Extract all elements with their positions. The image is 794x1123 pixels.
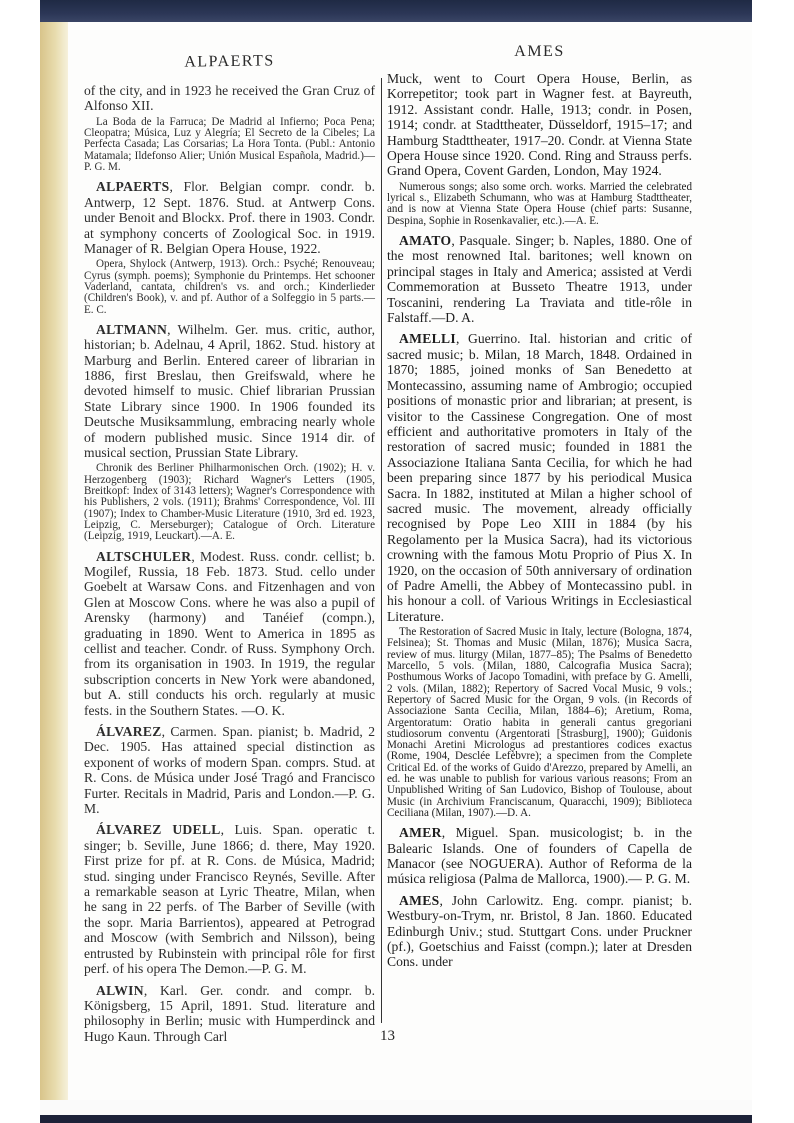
- entry-works: Chronik des Berliner Philharmonischen Orch. (1902); H. v. Herzogenberg (1903); Richard Wagner's Letters (1905, Breitkopf: Index of 3143 letters); Wagner's Correspondence with his Publishers, 2 vols. (1911); Brahms' Correspondence, Vol. III (1907); Index to Chamber-Music Literature (1910, 3rd ed. 1923, Leipzig, C. Merseburger); Catalogue of Orch. Literature (Leipzig, 1919, Leuckart).—A. E.: [84, 462, 375, 543]
- entry-body: Muck, went to Court Opera House, Berlin, as Korrepetitor; took part in Wagner fest. at Bayreuth, 1912. Assistant condr. Halle, 1913; condr. in Posen, 1914; condr. at Stadttheater, Düsseldorf, 1915–17; and Hamburg Stadttheater, 1917–20. Condr. at Vienna State Opera House since 1920. Cond. Ring and Strauss perfs. Grand Opera, Covent Garden, London, May 1924.: [387, 71, 692, 179]
- dictionary-entry: [84, 822, 375, 976]
- entry-body: [387, 825, 692, 887]
- entry-name: , Pasquale.: [451, 233, 511, 249]
- entry-works: Numerous songs; also some orch. works. Married the celebrated lyrical s., Elizabeth Schumann, who was at Hamburg Stadttheater, and is now at Vienna State Opera House (chief parts: Susanne, Despina, Sophie in Rosenkavalier, etc.).—A. E.: [387, 180, 692, 227]
- entry-works: La Boda de la Farruca; De Madrid al Infierno; Poca Pena; Cleopatra; Música, Luz y Alegría; El Secreto de la Cibeles; La Perfecta Casada; Las Corsarias; La Hora Tonta. (Publ.: Antonio Matamala; Ildefonso Alier; Unión Musical Española, Madrid.)—P. G. M.: [84, 115, 375, 173]
- entry-body: [387, 893, 692, 970]
- dictionary-entry: [387, 233, 692, 325]
- continuation-entry: [387, 71, 692, 227]
- entry-body: [84, 179, 375, 256]
- entry-body: [387, 233, 692, 325]
- entry-text: Ger. condr. and compr. b. Königsberg, 15 April, 1891. Stud. literature and philosophy in Berlin; music with Humperdinck and Hugo Kaun. Through Carl: [84, 982, 375, 1044]
- left-column: [84, 52, 376, 1044]
- page-number: 13: [380, 1028, 395, 1044]
- dictionary-entry: [387, 825, 692, 887]
- entry-text: Eng. compr. pianist; b. Westbury-on-Trym, nr. Bristol, 8 Jan. 1860. Educated Edinburgh Univ.; stud. Stuttgart Cons. under Pruckner (pf.), Goetschius and Faisst (compn.); later at Dresden Cons. under: [387, 892, 692, 970]
- entry-headword: ALTSCHULER: [96, 548, 192, 564]
- entry-body: [84, 822, 375, 976]
- page-edge: [40, 22, 68, 1112]
- book-binding-top: [40, 0, 752, 22]
- entry-body: [387, 331, 692, 624]
- entry-body: [84, 322, 375, 461]
- running-head-left: ALPAERTS: [184, 52, 275, 71]
- entry-headword: ALWIN: [96, 982, 144, 998]
- entry-body: [84, 983, 375, 1045]
- entry-body: [84, 549, 375, 718]
- running-head-right: AMES: [514, 43, 565, 60]
- entry-headword: AMATO: [399, 233, 452, 249]
- entry-headword: AMELLI: [399, 331, 456, 347]
- entry-works: Opera, Shylock (Antwerp, 1913). Orch.: Psyché; Renouveau; Cyrus (symph. poems); Symphonie du Printemps. Het schooner Vaderland, cantata, children's vs. and orch.; Kinderlieder (Children's Book), v. and pf. Author of a Solfeggio in 5 parts.—E. C.: [84, 258, 375, 316]
- book-binding-bottom: [40, 1115, 752, 1123]
- entry-body: [84, 724, 375, 816]
- dictionary-entry: [84, 179, 375, 316]
- entry-headword: ALPAERTS: [96, 179, 170, 195]
- entry-name: , Luis.: [220, 822, 263, 838]
- dictionary-entry: [84, 724, 375, 816]
- entry-text: Russ. condr. cellist; b. Mogilef, Russia, 18 Feb. 1873. Stud. cello under Goebelt at Warsaw Cons. and Fitzenhagen and von Glen at Moscow Cons. where he was also a pupil of Arensky (harmony) and Tanéief (compn.), graduating in 1890. Went to America in 1895 as cellist and teacher. Condr. of Russ. Symphony Orch. from its organisation in 1903. In 1919, the regular subscription concerts in New York were abandoned, but A. still conducts his orch. regularly at music fests. in the Southern States. —O. K.: [84, 548, 376, 718]
- entry-headword: ALTMANN: [96, 321, 168, 337]
- entry-works: The Restoration of Sacred Music in Italy, lecture (Bologna, 1874, Felsinea); St. Thomas and Music (Milan, 1876); Musica Sacra, review of mus. liturgy (Milan, 1877–85); The Psalms of Benedetto Marcello, 5 vols. (Milan, 1880, Calcografia Musica Sacra); Posthumous Works of Jacopo Tomadini, with preface by G. Amelli, 2 vols. (Milan, 1882); Repertory of Sacred Vocal Music, 9 vols.; Repertory of Sacred Music for the Organ, 9 vols. (in Records of Associazione Santa Cecilia, Milan, 1884–6); Aretium, Roma, Argentoratum: Oratio habita in generali cantus gregoriani studiosorum conventu (Argentorati [Strasburg], 1900); Guidonis Monachi Aretini Micrologus ad prestantiores codices exactus (Rome, 1904, Desclée Lefèbvre); a specimen from the Complete Critical Ed. of the works of Guido d'Arezzo, prepared by Amelli, an ed. he was unable to publish for various various reasons; From an Unpublished Writing of San Ludovico, Bishop of Toulouse, about Music (in Archivium Franciscanum, Quaracchi, 1909); Biblioteca Ceciliana (Milan, 1907).—D. A.: [387, 626, 692, 819]
- entry-text: Span. pianist; b. Madrid, 2 Dec. 1905. Has attained special distinction as exponent of works of modern Span. comprs. Stud. at R. Cons. de Música under José Tragó and Francisco Furter. Recitals in Madrid, Paris and London.—P. G. M.: [84, 724, 375, 817]
- entry-name: , Flor.: [169, 179, 209, 195]
- dictionary-entry: [84, 549, 375, 718]
- dictionary-entry: [387, 893, 692, 970]
- page-bottom-margin: [40, 1100, 752, 1115]
- entry-name: , John Carlowitz.: [439, 892, 544, 908]
- dictionary-entry: [387, 331, 692, 819]
- entry-text: Ger. mus. critic, author, historian; b. Adelnau, 4 April, 1862. Stud. history at Marburg and Berlin. Entered career of librarian in 1886, first Breslau, then Greifswald, where he devoted himself to music. Chief librarian Prussian State Library since 1900. In 1906 founded its Deutsche Musiksammlung, embracing nearly whole of modern published music. Since 1914 dir. of musical section, Prussian State Library.: [84, 321, 375, 461]
- entry-name: , Wilhelm.: [167, 321, 228, 337]
- entry-headword: ÁLVAREZ UDELL: [96, 822, 221, 838]
- entry-headword: ÁLVAREZ: [96, 724, 162, 740]
- entry-headword: AMES: [399, 892, 440, 908]
- dictionary-entry: [84, 322, 375, 543]
- continuation-entry: [84, 83, 375, 173]
- entry-name: , Modest.: [191, 548, 245, 564]
- entry-text: Belgian compr. condr. b. Antwerp, 12 Sept. 1876. Stud. at Antwerp Cons. under Benoit and Blockx. Prof. there in 1903. Condr. at symphony concerts of Zoological Soc. in 1919. Manager of R. Belgian Opera House, 1922.: [84, 179, 375, 256]
- dictionary-entry: [84, 983, 375, 1045]
- entry-name: , Karl.: [143, 982, 188, 998]
- entry-text: Singer; b. Naples, 1880. One of the most renowned Ital. baritones; well known on principal stages in Italy and America; assisted at Verdi Commemoration at Busseto Theatre 1913, under Toscanini, rendering La Traviata and title-rôle in Falstaff.—D. A.: [387, 233, 692, 326]
- entry-name: , Miguel.: [441, 825, 499, 841]
- right-column: [387, 43, 692, 970]
- entry-text: Span. musicologist; b. in the Balearic Islands. One of founders of Capella de Manacor (see NOGUERA). Author of Reforma de la música religiosa (Palma de Mallorca, 1900).— P. G. M.: [387, 825, 692, 887]
- entry-headword: AMER: [399, 825, 442, 841]
- entry-text: Ital. historian and critic of sacred music; b. Milan, 18 March, 1848. Ordained in 1870; 1885, joined monks of San Benedetto at Montecassino, assuming name of Ambrogio; occupied positions of monastic prior and librarian; at present, is visitor to the Cassinese Congregation. One of most efficient and authoritative promoters in Italy of the restoration of sacred music; founded in 1881 the Associazione Italiana Santa Cecilia, for which he had been preparing since 1877 by his periodical Musica Sacra. In 1882, instituted at Milan a higher school of sacred music. The movement, already officially recognised by Pope Leo XIII in 1884 (by his Regolamento per la Musica Sacra), had its victorious crowning with the famous Motu Proprio of Pius X. In 1920, on the occasion of 50th anniversary of ordination of Padre Amelli, the Abbey of Montecassino publ. in his honour a coll. of Various Writings in Ecclesiastical Literature.: [387, 331, 692, 624]
- entry-name: , Carmen.: [161, 724, 217, 740]
- entry-text: Span. operatic t. singer; b. Seville, June 1866; d. there, May 1920. First prize for pf. at R. Cons. de Música, Madrid; stud. singing under Francisco Reynés, Seville. After a remarkable season at Lyric Theatre, Milan, when he sang in 22 perfs. of The Barber of Seville (with the sopr. Maria Barrientos), appeared at Petrograd and Moscow (with Sembrich and Nilsson), being entrusted by Rubinstein with principal rôle for first perf. of his opera The Demon.—P. G. M.: [84, 822, 375, 977]
- entry-name: , Guerrino.: [455, 331, 521, 347]
- entry-body: of the city, and in 1923 he received the Gran Cruz of Alfonso XII.: [84, 83, 375, 114]
- column-divider: [381, 78, 382, 1023]
